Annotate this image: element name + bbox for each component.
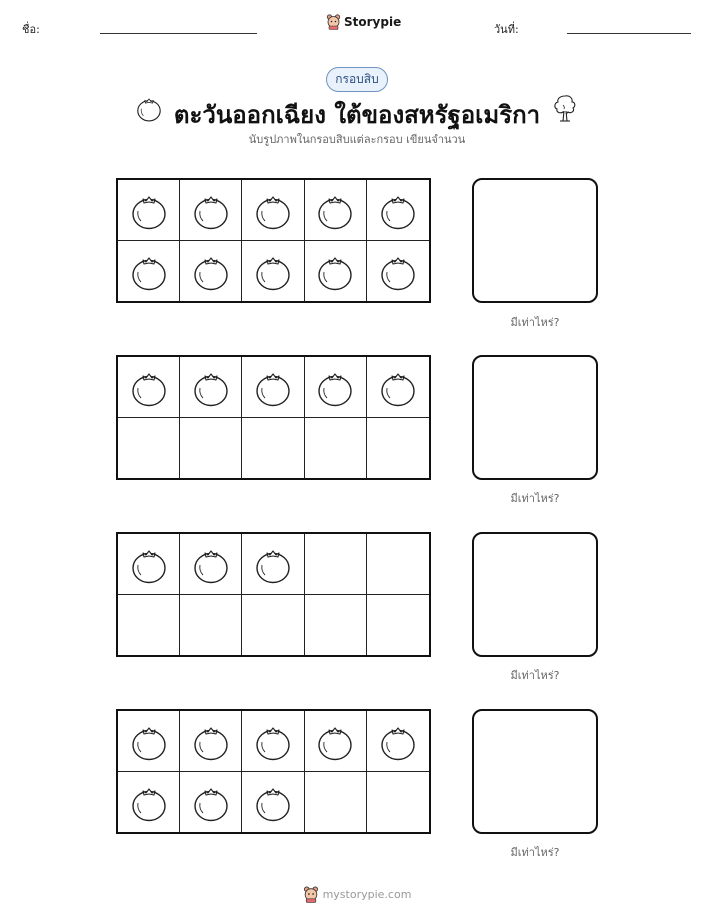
tomato-icon <box>315 250 355 292</box>
ten-frame-3 <box>116 532 431 657</box>
ten-frame-cell <box>367 595 429 656</box>
ten-frame-cell <box>180 772 242 833</box>
tomato-icon <box>191 543 231 585</box>
ten-frame-cell <box>242 418 304 479</box>
storypie-logo-icon <box>326 13 341 30</box>
tomato-icon <box>315 189 355 231</box>
ten-frame-cell <box>305 595 367 656</box>
footer-url[interactable]: mystorypie.com <box>322 887 412 901</box>
answer-box-2[interactable] <box>472 355 598 480</box>
tomato-icon <box>378 250 418 292</box>
ten-frame-cell <box>118 180 180 241</box>
ten-frame-cell <box>367 534 429 595</box>
tomato-icon <box>378 720 418 762</box>
name-line[interactable] <box>100 33 257 34</box>
ten-frame-cell <box>180 595 242 656</box>
topic-badge: กรอบสิบ <box>326 67 388 92</box>
tree-icon <box>552 93 578 123</box>
tomato-icon <box>378 189 418 231</box>
date-label: วันที่: <box>494 23 519 36</box>
footer <box>0 885 714 903</box>
tomato-icon <box>129 366 169 408</box>
ten-frame-cell <box>305 241 367 302</box>
ten-frame-cell <box>242 772 304 833</box>
tomato-icon <box>129 720 169 762</box>
ten-frame-cell <box>242 534 304 595</box>
ten-frame-cell <box>367 180 429 241</box>
ten-frame-cell <box>367 772 429 833</box>
ten-frame-cell <box>180 534 242 595</box>
brand-name: Storypie <box>344 14 402 29</box>
tomato-icon <box>253 189 293 231</box>
ten-frame-cell <box>305 534 367 595</box>
tomato-icon <box>191 366 231 408</box>
tomato-icon <box>315 366 355 408</box>
tomato-icon <box>253 720 293 762</box>
ten-frame-cell <box>305 357 367 418</box>
answer-question-1: มีเท่าไหร่? <box>510 316 560 329</box>
tomato-icon <box>191 781 231 823</box>
tomato-icon <box>253 250 293 292</box>
ten-frame-cell <box>180 241 242 302</box>
ten-frame-cell <box>305 711 367 772</box>
answer-box-4[interactable] <box>472 709 598 834</box>
ten-frame-cell <box>242 241 304 302</box>
tomato-icon <box>129 543 169 585</box>
ten-frame-1 <box>116 178 431 303</box>
tomato-icon <box>129 781 169 823</box>
tomato-icon <box>315 720 355 762</box>
ten-frame-4 <box>116 709 431 834</box>
date-line[interactable] <box>567 33 691 34</box>
tomato-icon <box>378 366 418 408</box>
answer-question-4: มีเท่าไหร่? <box>510 846 560 859</box>
ten-frame-2 <box>116 355 431 480</box>
answer-question-3: มีเท่าไหร่? <box>510 669 560 682</box>
answer-box-3[interactable] <box>472 532 598 657</box>
ten-frame-cell <box>118 418 180 479</box>
ten-frame-cell <box>180 357 242 418</box>
tomato-icon <box>253 366 293 408</box>
answer-box-1[interactable] <box>472 178 598 303</box>
tomato-icon <box>129 189 169 231</box>
ten-frame-cell <box>367 711 429 772</box>
ten-frame-cell <box>118 595 180 656</box>
ten-frame-cell <box>118 357 180 418</box>
ten-frame-cell <box>242 357 304 418</box>
tomato-icon <box>191 189 231 231</box>
ten-frame-cell <box>118 241 180 302</box>
ten-frame-cell <box>180 180 242 241</box>
tomato-icon <box>253 543 293 585</box>
ten-frame-cell <box>242 595 304 656</box>
ten-frame-cell <box>242 711 304 772</box>
tomato-icon <box>191 720 231 762</box>
ten-frame-cell <box>180 418 242 479</box>
ten-frame-cell <box>118 534 180 595</box>
ten-frame-cell <box>180 711 242 772</box>
answer-question-2: มีเท่าไหร่? <box>510 492 560 505</box>
ten-frame-cell <box>367 418 429 479</box>
page-title: ตะวันออกเฉียง ใต้ของสหรัฐอเมริกา <box>173 101 541 129</box>
ten-frame-cell <box>242 180 304 241</box>
brand <box>326 13 401 30</box>
name-label: ชื่อ: <box>22 23 40 36</box>
ten-frame-cell <box>367 357 429 418</box>
ten-frame-cell <box>305 418 367 479</box>
instructions: นับรูปภาพในกรอบสิบแต่ละกรอบ เขียนจำนวน <box>248 133 466 146</box>
ten-frame-cell <box>118 772 180 833</box>
ten-frame-cell <box>305 772 367 833</box>
tomato-icon <box>129 250 169 292</box>
ten-frame-cell <box>305 180 367 241</box>
storypie-logo-icon <box>303 885 319 903</box>
tomato-icon <box>253 781 293 823</box>
ten-frame-cell <box>367 241 429 302</box>
ten-frame-cell <box>118 711 180 772</box>
tomato-icon <box>191 250 231 292</box>
